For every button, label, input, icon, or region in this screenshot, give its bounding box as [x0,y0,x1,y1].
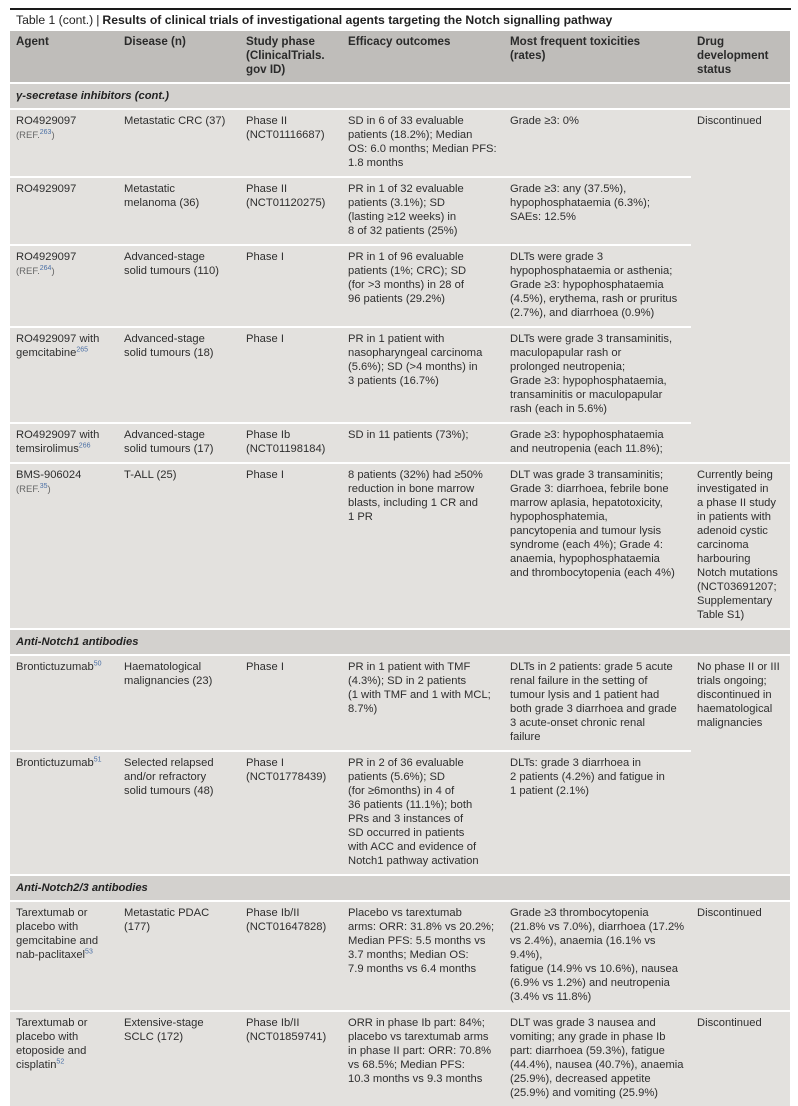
disease-cell: Advanced-stage solid tumours (18) [118,327,240,423]
efficacy-cell: PR in 2 of 36 evaluable patients (5.6%); SD (for ≥6months) in 4 of 36 patients (11.1%); both PRs and 3 instances of SD occurred in patients with ACC and evidence of Notch1 pathway activation [342,751,504,875]
section-row [10,83,790,109]
status-cell: Currently being investigated in a phase II study in patients with adenoid cystic carcinoma harbouring Notch mutations (NCT03691207; Supplementary Table S1) [691,463,790,629]
table-row [10,423,790,463]
status-cell: Discontinued [691,109,790,463]
toxicities-cell: Grade ≥3: 0% [504,109,691,177]
disease-cell: Advanced-stage solid tumours (17) [118,423,240,463]
table-title: Results of clinical trials of investigational agents targeting the Notch signalling pathway [102,13,613,27]
toxicities-cell: Grade ≥3: any (37.5%), hypophosphataemia (6.3%); SAEs: 12.5% [504,177,691,245]
reference-number[interactable]: 264 [39,264,52,272]
top-rule [10,8,791,10]
disease-cell: Haematological malignancies (23) [118,655,240,751]
agent-cell [10,109,118,177]
status-cell: No phase II or III trials ongoing; discontinued in haematological malignancies [691,655,790,875]
agent-cell [10,423,118,463]
toxicities-cell: DLTs were grade 3 hypophosphataemia or asthenia; Grade ≥3: hypophosphataemia (4.5%), erythema, rash or pruritus (2.7%), and diarrhoea (0.9%) [504,245,691,327]
toxicities-cell: Grade ≥3 thrombocytopenia (21.8% vs 7.0%), diarrhoea (17.2% vs 2.4%), anaemia (16.1% vs 9.4%), fatigue (14.9% vs 10.6%), nausea (6.9% vs 1.2%) and neutropenia (3.4% vs 11.8%) [504,901,691,1011]
section-row [10,875,790,901]
study-phase-cell: Phase I (NCT01778439) [240,751,342,875]
header-efficacy: Efficacy outcomes [342,31,504,83]
table-label: Table 1 (cont.) [16,13,94,27]
table-row [10,463,790,629]
clinical-trials-table [10,31,790,1106]
caption-separator: | [96,13,100,27]
agent-cell [10,751,118,875]
efficacy-cell: PR in 1 of 96 evaluable patients (1%; CRC); SD (for >3 months) in 28 of 96 patients (29.2%) [342,245,504,327]
table-row [10,1011,790,1106]
section-title: Anti-Notch2/3 antibodies [10,875,790,901]
disease-cell: Metastatic CRC (37) [118,109,240,177]
efficacy-cell: SD in 11 patients (73%); [342,423,504,463]
reference-close: ) [51,130,55,141]
reference-number[interactable]: 263 [39,128,52,136]
agent-cell [10,901,118,1011]
agent-cell [10,463,118,629]
efficacy-cell: SD in 6 of 33 evaluable patients (18.2%); Median OS: 6.0 months; Median PFS: 1.8 months [342,109,504,177]
header-toxicities: Most frequent toxicities (rates) [504,31,691,83]
study-phase-cell: Phase II (NCT01116687) [240,109,342,177]
table-row [10,177,790,245]
agent-name: RO4929097 [16,251,77,263]
table-row [10,327,790,423]
study-phase-cell: Phase I [240,327,342,423]
agent-name: RO4929097 with gemcitabine [16,333,100,359]
disease-cell: Metastatic melanoma (36) [118,177,240,245]
study-phase-cell: Phase I [240,655,342,751]
reference-note [16,265,112,279]
toxicities-cell: DLTs were grade 3 transaminitis, maculopapular rash or prolonged neutropenia; Grade ≥3: hypophosphataemia, transaminitis or maculopapular rash (each in 5.6%) [504,327,691,423]
reference-note [16,129,112,143]
efficacy-cell: PR in 1 patient with nasopharyngeal carcinoma (5.6%); SD (>4 months) in 3 patients (16.7%) [342,327,504,423]
header-status: Drug development status [691,31,790,83]
table-row [10,901,790,1011]
status-cell: Discontinued [691,1011,790,1106]
agent-name: RO4929097 with temsirolimus [16,429,100,455]
study-phase-cell: Phase I [240,463,342,629]
reference-superscript[interactable]: 266 [78,442,91,450]
header-row [10,31,790,83]
disease-cell: Metastatic PDAC (177) [118,901,240,1011]
table-row [10,245,790,327]
table-row [10,655,790,751]
agent-name: BMS-906024 [16,469,82,481]
toxicities-cell: DLT was grade 3 transaminitis; Grade 3: diarrhoea, febrile bone marrow aplasia, hepatotoxicity, hypophosphatemia, pancytopenia and tumour lysis syndrome (each 4%); Grade 4: anaemia, hypophosphataemia and thrombocytopenia (each 4%) [504,463,691,629]
study-phase-cell: Phase Ib/II (NCT01859741) [240,1011,342,1106]
agent-name: Tarextumab or placebo with gemcitabine and nab-paclitaxel [16,907,99,961]
header-agent: Agent [10,31,118,83]
agent-cell [10,655,118,751]
agent-name: RO4929097 [16,183,77,195]
disease-cell: Selected relapsed and/or refractory solid tumours (48) [118,751,240,875]
reference-label: (REF. [16,484,40,495]
table-caption [16,13,612,27]
section-title: γ-secretase inhibitors (cont.) [10,83,790,109]
toxicities-cell: DLT was grade 3 nausea and vomiting; any grade in phase Ib part: diarrhoea (59.3%), fatigue (44.4%), nausea (40.7%), anaemia (25.9%), decreased appetite (25.9%) and vomiting (25.9%) [504,1011,691,1106]
agent-name: Brontictuzumab [16,661,94,673]
toxicities-cell: DLTs in 2 patients: grade 5 acute renal failure in the setting of tumour lysis and 1 patient had both grade 3 diarrhoea and grade 3 acute-onset chronic renal failure [504,655,691,751]
status-cell: Discontinued [691,901,790,1011]
study-phase-cell: Phase II (NCT01120275) [240,177,342,245]
disease-cell: Advanced-stage solid tumours (110) [118,245,240,327]
agent-name: Tarextumab or placebo with etoposide and cisplatin [16,1017,88,1071]
reference-close: ) [51,266,55,277]
agent-name: Brontictuzumab [16,757,94,769]
efficacy-cell: 8 patients (32%) had ≥50% reduction in bone marrow blasts, including 1 CR and 1 PR [342,463,504,629]
toxicities-cell: DLTs: grade 3 diarrhoea in 2 patients (4.2%) and fatigue in 1 patient (2.1%) [504,751,691,875]
section-title: Anti-Notch1 antibodies [10,629,790,655]
efficacy-cell: ORR in phase Ib part: 84%; placebo vs tarextumab arms in phase II part: ORR: 70.8% vs 68.5%; Median PFS: 10.3 months vs 9.3 months [342,1011,504,1106]
reference-superscript[interactable]: 53 [85,948,93,956]
study-phase-cell: Phase I [240,245,342,327]
agent-cell [10,245,118,327]
reference-number[interactable]: 35 [39,482,48,490]
reference-label: (REF. [16,130,40,141]
reference-label: (REF. [16,266,40,277]
table-row [10,109,790,177]
efficacy-cell: PR in 1 of 32 evaluable patients (3.1%); SD (lasting ≥12 weeks) in 8 of 32 patients (25%) [342,177,504,245]
reference-note [16,483,112,497]
header-study-phase: Study phase (ClinicalTrials. gov ID) [240,31,342,83]
table-row [10,751,790,875]
reference-close: ) [47,484,51,495]
section-row [10,629,790,655]
efficacy-cell: PR in 1 patient with TMF (4.3%); SD in 2 patients (1 with TMF and 1 with MCL; 8.7%) [342,655,504,751]
reference-superscript[interactable]: 265 [76,346,89,354]
header-disease: Disease (n) [118,31,240,83]
study-phase-cell: Phase Ib (NCT01198184) [240,423,342,463]
agent-name: RO4929097 [16,115,77,127]
disease-cell: Extensive-stage SCLC (172) [118,1011,240,1106]
study-phase-cell: Phase Ib/II (NCT01647828) [240,901,342,1011]
disease-cell: T-ALL (25) [118,463,240,629]
reference-superscript[interactable]: 52 [56,1058,65,1066]
efficacy-cell: Placebo vs tarextumab arms: ORR: 31.8% vs 20.2%; Median PFS: 5.5 months vs 3.7 months; Median OS: 7.9 months vs 6.4 months [342,901,504,1011]
toxicities-cell: Grade ≥3: hypophosphataemia and neutropenia (each 11.8%); [504,423,691,463]
agent-cell [10,177,118,245]
agent-cell [10,327,118,423]
reference-superscript[interactable]: 51 [93,756,102,764]
agent-cell [10,1011,118,1106]
reference-superscript[interactable]: 50 [93,660,102,668]
